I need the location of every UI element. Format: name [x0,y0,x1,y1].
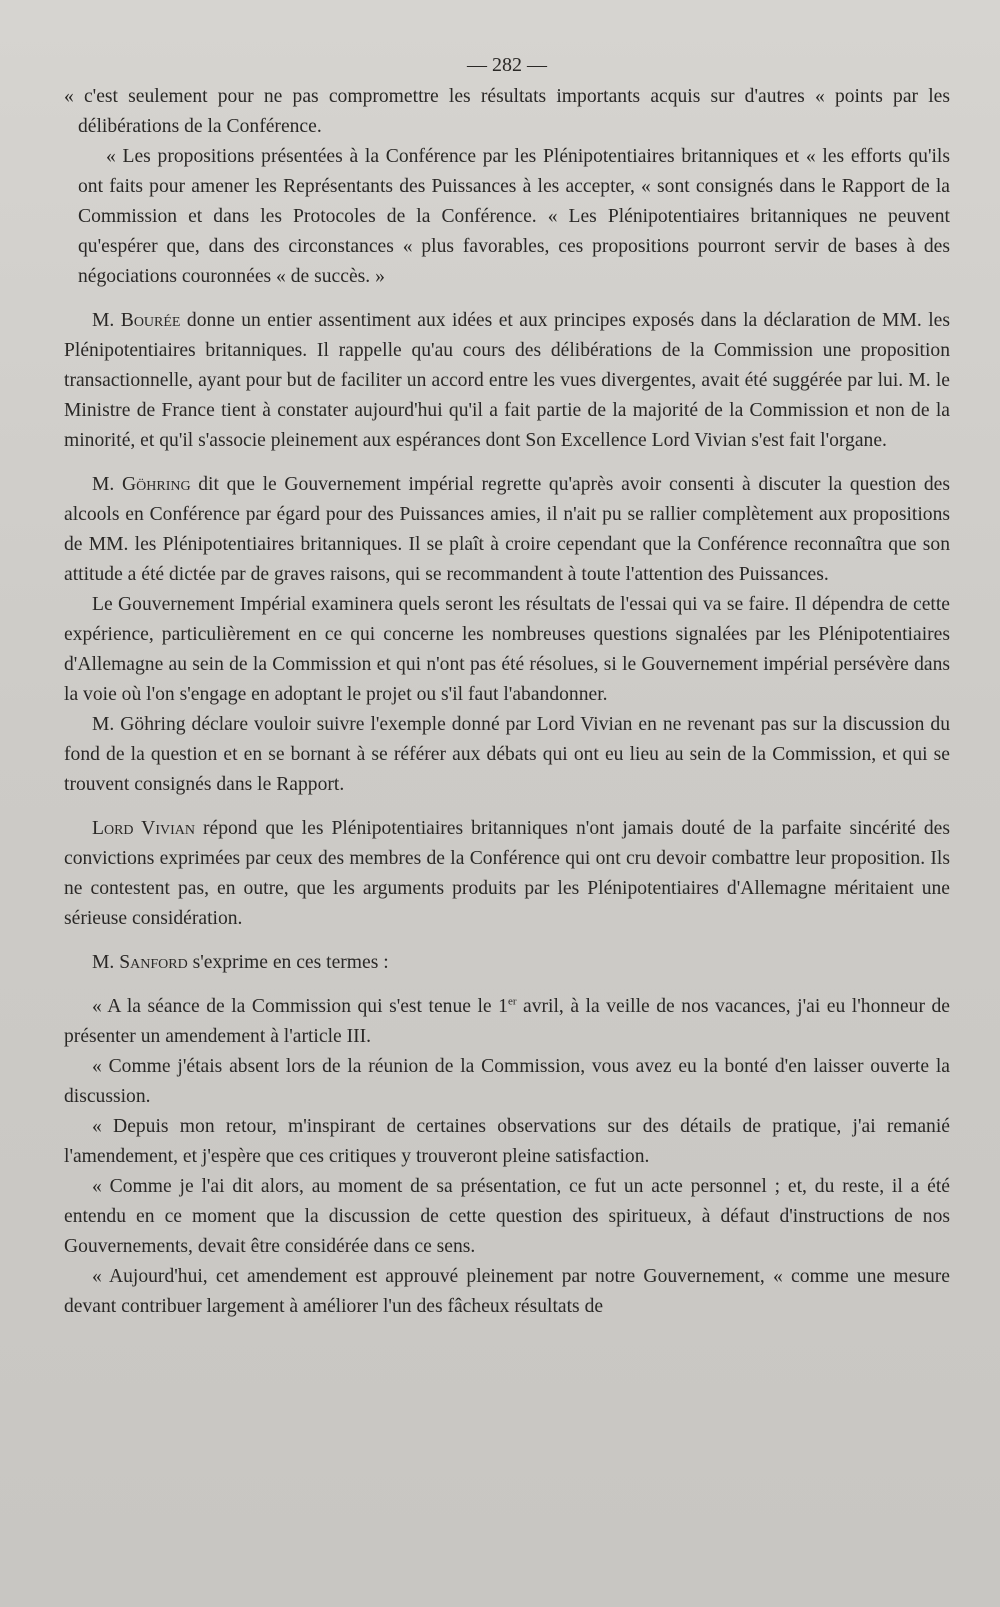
paragraph-text: avril, à la veille de nos vacances, j'ai eu l'honneur de présenter un amendement à l'article III. [64,996,950,1047]
paragraph-sanford-session [64,992,950,1052]
speaker-name: Lord Vivian [92,818,195,839]
paragraph-text: dit que le Gouvernement impérial regrette qu'après avoir consenti à discuter la question des alcools en Conférence par égard pour des Puissances amies, il n'ait pu se rallier complètement aux propositions de MM. les Plénipotentiaires britanniques. Il se plaît à croire cependant que la Conférence reconnaîtra que son attitude a été dictée par de graves raisons, qui se recommandent à toute l'attention des Puissances. [64,474,951,585]
paragraph-gohring [64,470,950,590]
paragraph-quote-british-proposals: « Les propositions présentées à la Conférence par les Plénipotentiaires britanniques et « les efforts qu'ils ont faits pour amener les Représentants des Puissances à les accepter, « sont consignés dans le Rapport de la Commission et dans les Protocoles de la Conférence. « Les Plénipotentiaires britanniques ne peuvent qu'espérer que, dans des circonstances « plus favorables, ces propositions pourront servir de bases à des négociations couronnées « de succès. » [78,146,950,287]
paragraph-quote-end: « c'est seulement pour ne pas compromettre les résultats importants acquis sur d'autres « points par les délibérations de la Conférence. [64,86,950,137]
paragraph-sanford-personal-act: « Comme je l'ai dit alors, au moment de sa présentation, ce fut un acte personnel ; et, du reste, il a été entendu en ce moment que la discussion de cette question des spiritueux, à défaut d'instructions de nos Gouvernements, devait être considérée dans ce sens. [64,1176,950,1257]
paragraph-bouree [64,306,950,456]
superscript: er [507,995,517,1008]
paragraph-gohring-declaration: M. Göhring déclare vouloir suivre l'exemple donné par Lord Vivian en ne revenant pas sur la discussion du fond de la question et en se bornant à se référer aux débats qui ont eu lieu au sein de la Commission, et qui se trouvent consignés dans le Rapport. [64,714,950,795]
paragraph-sanford-approved: « Aujourd'hui, cet amendement est approuvé pleinement par notre Gouvernement, « comme une mesure devant contribuer largement à améliorer l'un des fâcheux résultats de [64,1266,950,1317]
speaker-name: M. Sanford [92,952,188,973]
paragraph-lord-vivian [64,814,950,934]
paragraph-imperial-government: Le Gouvernement Impérial examinera quels seront les résultats de l'essai qui va se faire. Il dépendra de cette expérience, particulièrement en ce qui concerne les nombreuses questions signalées par les Plénipotentiaires d'Allemagne au sein de la Commission et qui n'ont pas été résolues, si le Gouvernement impérial persévère dans la voie où l'on s'engage en adoptant le projet ou s'il faut l'abandonner. [64,594,950,705]
paragraph-sanford [64,948,950,978]
paragraph-text: s'exprime en ces termes : [187,952,389,973]
page-number: — 282 — [467,54,547,76]
paragraph-text: donne un entier assentiment aux idées et aux principes exposés dans la déclaration de MM. les Plénipotentiaires britanniques. Il rappelle qu'au cours des délibérations de la Commission une proposition transactionnelle, ayant pour but de faciliter un accord entre les vues divergentes, avait été suggérée par lui. M. le Ministre de France tient à constater aujourd'hui qu'il a fait partie de la majorité de la Commission et non de la minorité, et qu'il s'associe pleinement aux espérances dont Son Excellence Lord Vivian s'est fait l'organe. [64,310,951,451]
paragraph-sanford-absent: « Comme j'étais absent lors de la réunion de la Commission, vous avez eu la bonté d'en laisser ouverte la discussion. [64,1056,950,1107]
paragraph-text: répond que les Plénipotentiaires britanniques n'ont jamais douté de la parfaite sincérité des convictions exprimées par ceux des membres de la Conférence qui ont cru devoir combattre leur proposition. Ils ne contestent pas, en outre, que les arguments produits par les Plénipotentiaires d'Allemagne méritaient une sérieuse considération. [64,818,950,929]
speaker-name: M. Göhring [92,474,191,495]
speaker-name: M. Bourée [92,310,181,331]
paragraph-sanford-return: « Depuis mon retour, m'inspirant de certaines observations sur des détails de pratique, j'ai remanié l'amendement, et j'espère que ces critiques y trouveront pleine satisfaction. [64,1116,950,1167]
paragraph-text: « A la séance de la Commission qui s'est tenue le 1 [92,996,508,1017]
